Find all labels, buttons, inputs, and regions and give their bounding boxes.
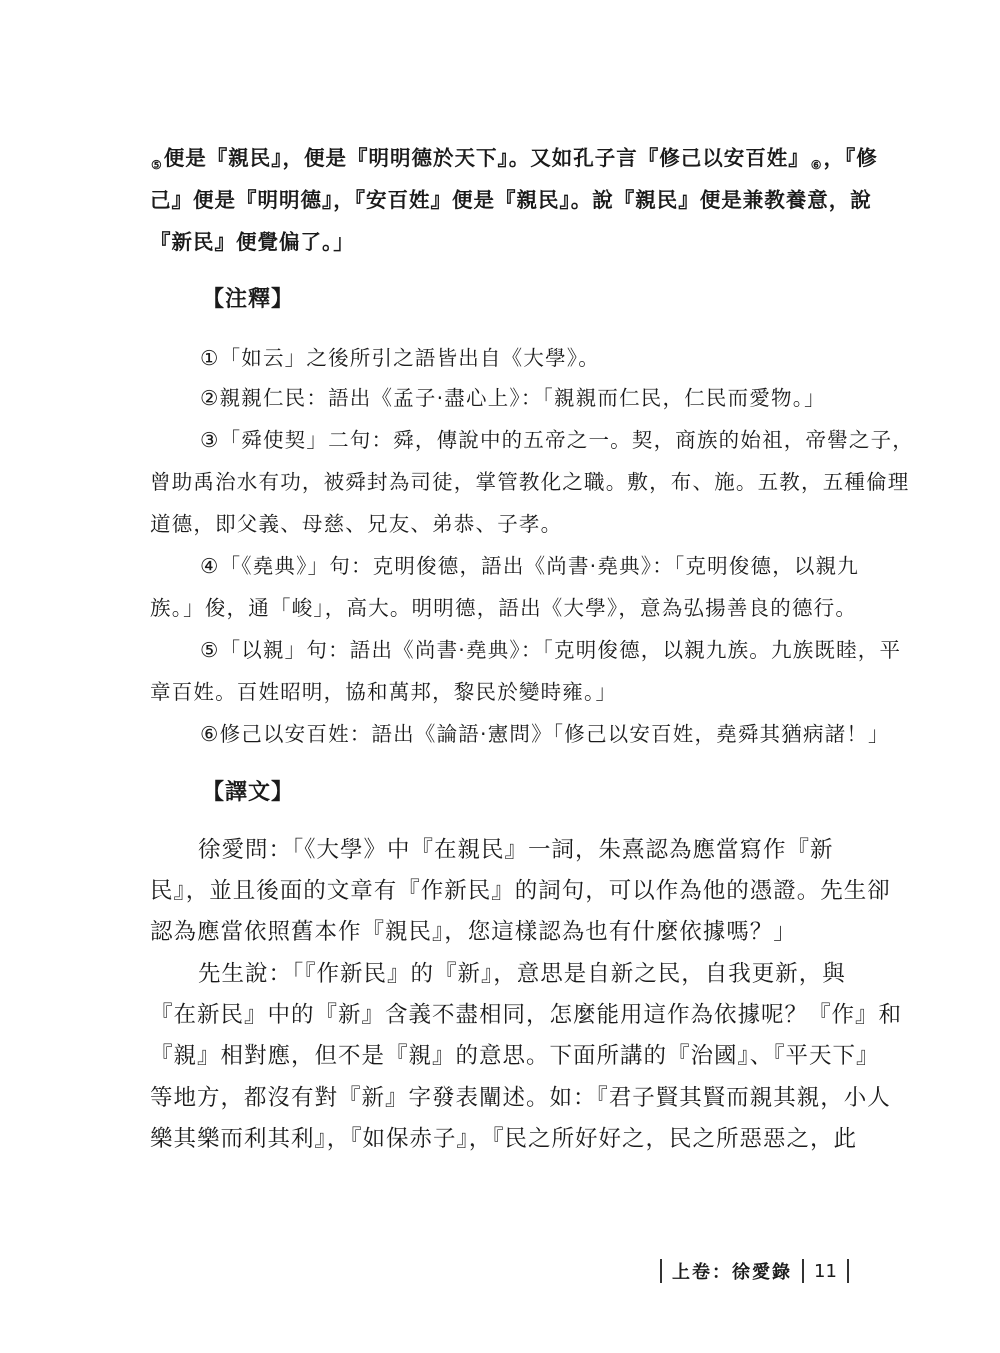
annotation-4-cont: 族。」俊，通「峻」，高大。明明德，語出《大學》，意為弘揚善良的德行。 bbox=[150, 596, 858, 620]
translation-line: 徐愛問：「《大學》中『在親民』一詞，朱熹認為應當寫作『新 bbox=[198, 837, 834, 863]
annotation-2: ②親親仁民：語出《孟子·盡心上》：「親親而仁民，仁民而愛物。」 bbox=[200, 386, 826, 410]
footer-divider bbox=[847, 1259, 849, 1283]
translation-line: 『在新民』中的『新』含義不盡相同，怎麼能用這作為依據呢？『作』和 bbox=[150, 1002, 903, 1028]
annotation-5: ⑤「以親」句：語出《尚書·堯典》：「克明俊德，以親九族。九族既睦，平 bbox=[200, 638, 902, 662]
translation-line: 樂其樂而利其利』，『如保赤子』，『民之所好好之，民之所惡惡之，此 bbox=[150, 1126, 858, 1152]
annotation-1: ①「如云」之後所引之語皆出自《大學》。 bbox=[200, 346, 600, 370]
chapter-title: 上卷：徐愛錄 bbox=[672, 1262, 792, 1283]
annotation-5-cont: 章百姓。百姓昭明，協和萬邦，黎民於變時雍。」 bbox=[150, 680, 618, 704]
annotation-3: ③「舜使契」二句：舜，傳說中的五帝之一。契，商族的始祖，帝嚳之子， bbox=[200, 428, 914, 452]
annotations-heading: 【注釋】 bbox=[202, 287, 295, 312]
translation-line: 等地方，都沒有對『新』字發表闡述。如：『君子賢其賢而親其親，小人 bbox=[150, 1085, 891, 1111]
translation-line: 『親』相對應，但不是『親』的意思。下面所講的『治國』、『平天下』 bbox=[150, 1043, 880, 1069]
page-number: 11 bbox=[814, 1260, 837, 1282]
annotation-3-cont: 曾助禹治水有功，被舜封為司徒，掌管教化之職。敷，布、施。五教，五種倫理 bbox=[150, 470, 910, 494]
note-ref-6: ⑥ bbox=[810, 158, 823, 172]
translation-line: 先生說：「『作新民』的『新』，意思是自新之民，自我更新，與 bbox=[198, 961, 846, 987]
translation-line: 民』，並且後面的文章有『作新民』的詞句，可以作為他的憑證。先生卻 bbox=[150, 878, 891, 904]
translation-line: 認為應當依照舊本作『親民』，您這樣認為也有什麼依據嗎？」 bbox=[150, 919, 797, 945]
translation-heading: 【譯文】 bbox=[202, 780, 295, 805]
annotation-4: ④「《堯典》」句：克明俊德，語出《尚書·堯典》：「克明俊德，以親九 bbox=[200, 554, 859, 578]
note-ref-5: ⑤ bbox=[151, 158, 163, 172]
annotation-6: ⑥修己以安百姓：語出《論語·憲問》「修己以安百姓，堯舜其猶病諸！」 bbox=[200, 722, 890, 746]
footer-divider bbox=[660, 1259, 662, 1283]
quote-line-1: $_⑤$便是『親民』，便是『明明德於天下』。又如孔子言『修己以安百姓』$_⑥$，『修 bbox=[151, 146, 878, 172]
quote-line-3: 『新民』便覺偏了。」 bbox=[150, 230, 355, 254]
footer-divider bbox=[802, 1259, 804, 1283]
quote-line-2: 己』便是『明明德』，『安百姓』便是『親民』。說『親民』便是兼教養意，說 bbox=[150, 188, 872, 212]
annotation-3-cont: 道德，即父義、母慈、兄友、弟恭、子孝。 bbox=[150, 512, 563, 536]
page-footer bbox=[660, 1256, 849, 1286]
